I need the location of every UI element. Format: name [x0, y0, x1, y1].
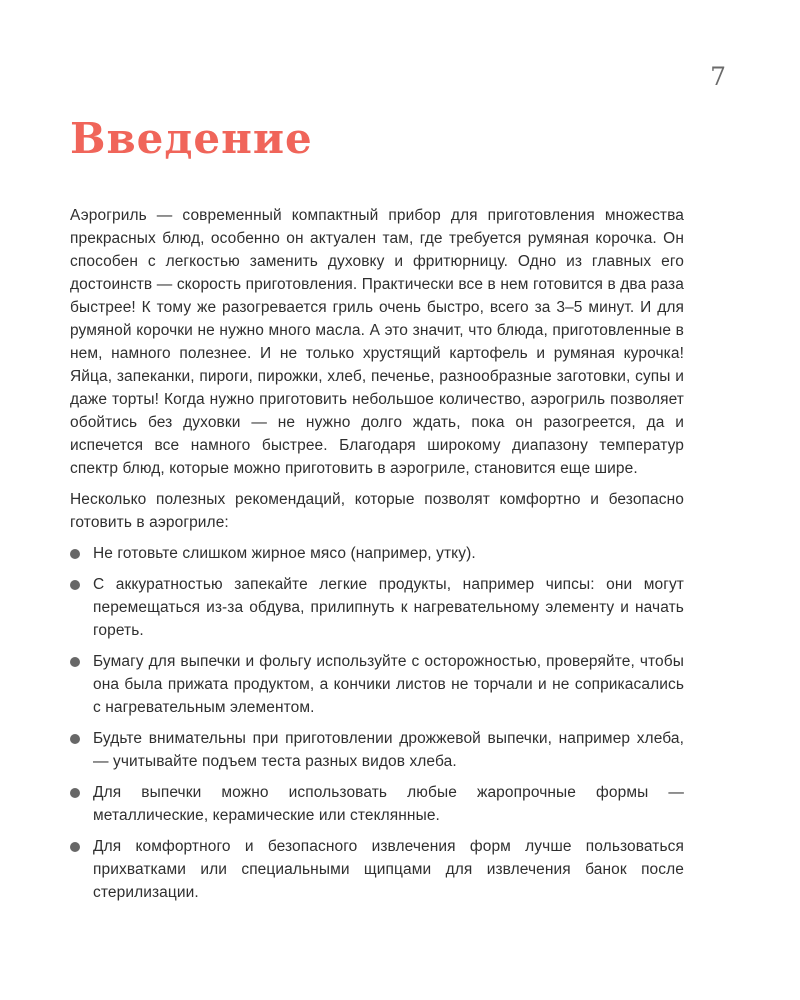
bullet-dot-icon: [70, 549, 80, 559]
list-item-text: Будьте внимательны при приготовлении дрожжевой выпечки, например хлеба, — учитывайте подъем теста разных видов хлеба.: [93, 730, 684, 770]
page-number: 7: [710, 62, 726, 91]
page-title: Введение: [70, 114, 313, 163]
bullet-dot-icon: [70, 842, 80, 852]
body-content: [70, 204, 684, 912]
list-item-text: Бумагу для выпечки и фольгу используйте с осторожностью, проверяйте, чтобы она была прижата продуктом, а кончики листов не торчали и не соприкасались с нагревательным элементом.: [93, 653, 684, 716]
list-item: [70, 650, 684, 719]
list-item-text: Для выпечки можно использовать любые жаропрочные формы — металлические, керамические или стеклянные.: [93, 784, 684, 824]
list-item: [70, 573, 684, 642]
list-item: [70, 835, 684, 904]
tips-list: [70, 542, 684, 904]
list-item: [70, 727, 684, 773]
recommendations-intro: Несколько полезных рекомендаций, которые позволят комфортно и безопасно готовить в аэрогриле:: [70, 491, 684, 531]
list-item-text: С аккуратностью запекайте легкие продукты, например чипсы: они могут перемещаться из-за обдува, прилипнуть к нагревательному элементу и начать гореть.: [93, 576, 684, 639]
bullet-dot-icon: [70, 734, 80, 744]
list-item-text: Для комфортного и безопасного извлечения форм лучше пользоваться прихватками или специальными щипцами для извлечения банок после стерилизации.: [93, 838, 684, 901]
bullet-dot-icon: [70, 788, 80, 798]
list-item: [70, 542, 684, 565]
bullet-dot-icon: [70, 657, 80, 667]
list-item-text: Не готовьте слишком жирное мясо (например, утку).: [93, 545, 476, 562]
list-item: [70, 781, 684, 827]
bullet-dot-icon: [70, 580, 80, 590]
intro-paragraph: Аэрогриль — современный компактный прибор для приготовления множества прекрасных блюд, особенно он актуален там, где требуется румяная корочка. Он способен с легкостью заменить духовку и фритюрницу. Одно из главных его достоинств — скорость приготовления. Практически все в нем готовится в два раза быстрее! К тому же разогревается гриль очень быстро, всего за 3–5 минут. И для румяной корочки не нужно много масла. А это значит, что блюда, приготовленные в нем, намного полезнее. И не только хрустящий картофель и румяная курочка! Яйца, запеканки, пироги, пирожки, хлеб, печенье, разнообразные заготовки, супы и даже торты! Когда нужно приготовить небольшое количество, аэрогриль позволяет обойтись без духовки — не нужно долго ждать, пока он разогреется, да и испечется все намного быстрее. Благодаря широкому диапазону температур спектр блюд, которые можно приготовить в аэрогриле, становится еще шире.: [70, 207, 684, 477]
